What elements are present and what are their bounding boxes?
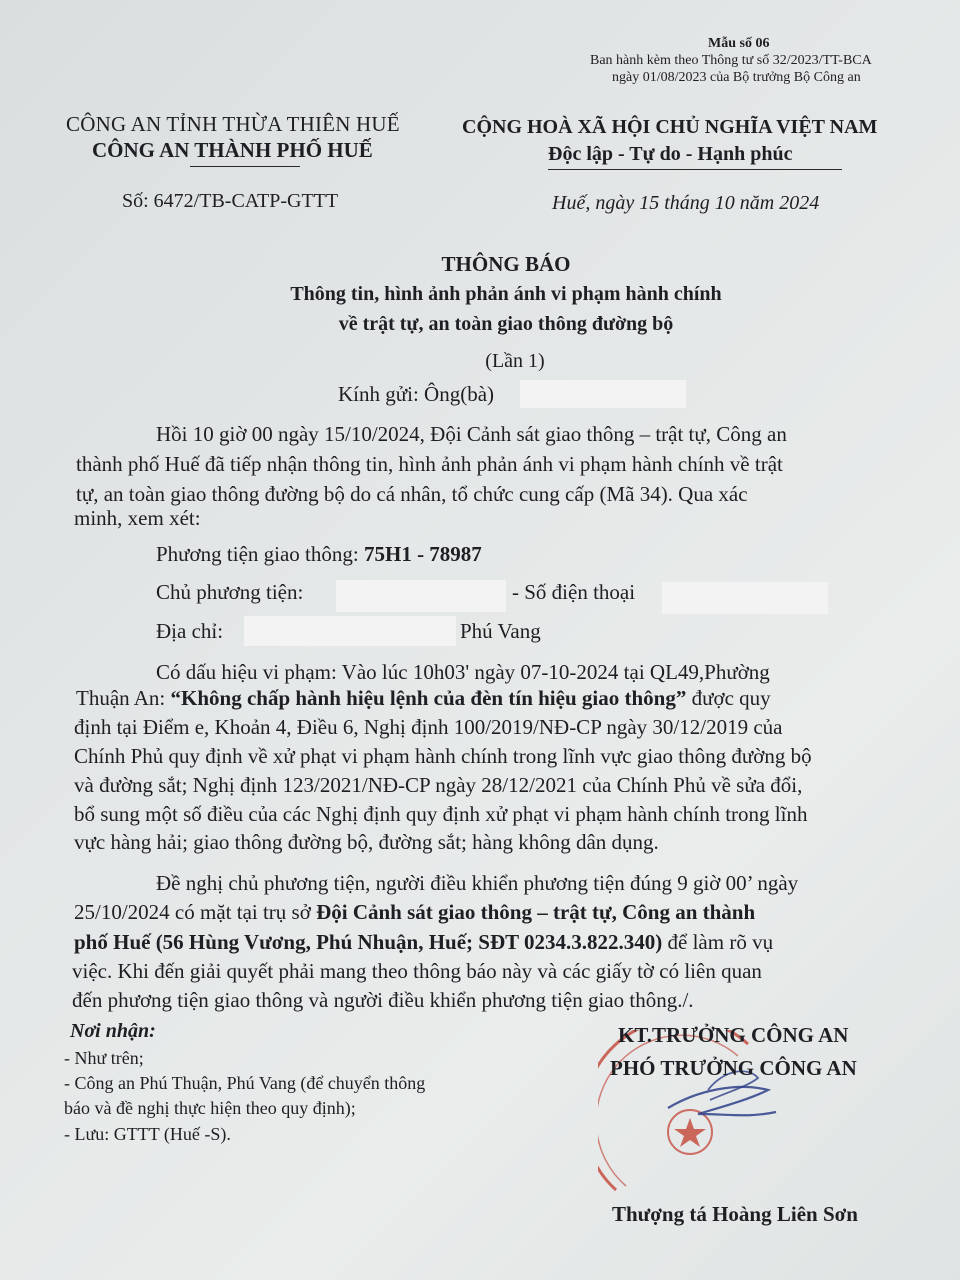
violation-tail: được quy	[686, 686, 771, 710]
national-title: CỘNG HOÀ XÃ HỘI CHỦ NGHĨA VIỆT NAM	[462, 116, 878, 138]
document-subtitle-line1: Thông tin, hình ảnh phản ánh vi phạm hành chính	[290, 283, 722, 305]
address-tail: Phú Vang	[460, 619, 541, 643]
intro-line: Hồi 10 giờ 00 ngày 15/10/2024, Đội Cảnh sát giao thông – trật tự, Công an	[156, 422, 787, 446]
violation-line	[76, 686, 771, 711]
redacted-recipient-name	[520, 380, 686, 408]
request-purpose: để làm rõ vụ	[662, 930, 774, 954]
form-reference-line1: Ban hành kèm theo Thông tư số 32/2023/TT-BCA	[590, 53, 872, 68]
address-label: Địa chỉ:	[156, 619, 224, 643]
violation-line: định tại Điểm e, Khoản 4, Điều 6, Nghị định 100/2019/NĐ-CP ngày 30/12/2019 của	[74, 715, 783, 739]
recipient-label: Kính gửi: Ông(bà)	[338, 382, 495, 406]
request-office-address: phố Huế (56 Hùng Vương, Phú Nhuận, Huế; SĐT 0234.3.822.340)	[74, 930, 663, 954]
request-office: Đội Cảnh sát giao thông – trật tự, Công an thành	[316, 900, 756, 924]
document-subtitle-line2: về trật tự, an toàn giao thông đường bộ	[338, 313, 674, 335]
document-title: THÔNG BÁO	[441, 252, 571, 276]
national-motto: Độc lập - Tự do - Hạnh phúc	[548, 143, 793, 165]
violation-line: bổ sung một số điều của các Nghị định quy định xử phạt vi phạm hành chính trong lĩnh	[74, 802, 808, 826]
recipients-item: - Lưu: GTTT (Huế -S).	[64, 1124, 231, 1144]
recipients-title: Nơi nhận:	[70, 1020, 156, 1042]
request-line	[74, 930, 773, 955]
agency-name: CÔNG AN THÀNH PHỐ HUẾ	[92, 138, 373, 162]
notice-iteration: (Lần 1)	[485, 350, 545, 372]
request-line	[74, 900, 755, 925]
signer-name: Thượng tá Hoàng Liên Sơn	[612, 1202, 858, 1226]
recipients-item: - Như trên;	[64, 1048, 144, 1068]
violation-line: và đường sắt; Nghị định 123/2021/NĐ-CP ngày 28/12/2021 của Chính Phủ về sửa đổi,	[74, 773, 803, 797]
request-line: Đề nghị chủ phương tiện, người điều khiển phương tiện đúng 9 giờ 00’ ngày	[156, 871, 799, 895]
intro-line: tự, an toàn giao thông đường bộ do cá nhân, tổ chức cung cấp (Mã 34). Qua xác	[76, 482, 748, 506]
redacted-address	[244, 616, 456, 646]
redacted-owner-name	[336, 580, 506, 612]
owner-label: Chủ phương tiện:	[156, 580, 304, 604]
violation-name: “Không chấp hành hiệu lệnh của đèn tín hiệu giao thông”	[170, 686, 687, 710]
signatory-title-line2: PHÓ TRƯỞNG CÔNG AN	[610, 1056, 857, 1080]
phone-label: - Số điện thoại	[512, 580, 636, 604]
violation-location: Thuận An:	[76, 686, 171, 710]
redacted-phone-number	[662, 582, 828, 614]
form-reference-line2: ngày 01/08/2023 của Bộ trưởng Bộ Công an	[612, 70, 861, 85]
recipients-item: báo và đề nghị thực hiện theo quy định);	[64, 1098, 356, 1118]
intro-line: minh, xem xét:	[74, 506, 201, 530]
intro-line: thành phố Huế đã tiếp nhận thông tin, hình ảnh phản ánh vi phạm hành chính về trật	[76, 452, 783, 476]
license-plate: 75H1 - 78987	[363, 542, 482, 566]
recipients-item: - Công an Phú Thuận, Phú Vang (để chuyển thông	[64, 1073, 426, 1093]
violation-line: Có dấu hiệu vi phạm: Vào lúc 10h03' ngày 07-10-2024 tại QL49,Phường	[156, 660, 770, 684]
form-number: Mẫu số 06	[708, 36, 770, 51]
violation-line: Chính Phủ quy định về xử phạt vi phạm hành chính trong lĩnh vực giao thông đường bộ	[74, 744, 812, 768]
place-date: Huế, ngày 15 tháng 10 năm 2024	[552, 192, 820, 214]
signatory-title-line1: KT.TRƯỞNG CÔNG AN	[618, 1023, 849, 1047]
request-line: đến phương tiện giao thông và người điều khiển phương tiện giao thông./.	[72, 988, 694, 1012]
request-date: 25/10/2024 có mặt tại trụ sở	[74, 900, 317, 924]
motto-underline	[548, 169, 842, 170]
violation-line: vực hàng hải; giao thông đường bộ, đường sắt; hàng không dân dụng.	[74, 830, 659, 854]
request-line: việc. Khi đến giải quyết phải mang theo thông báo này và các giấy tờ có liên quan	[72, 959, 762, 983]
document-number: Số: 6472/TB-CATP-GTTT	[122, 190, 339, 212]
vehicle-label-text: Phương tiện giao thông:	[156, 542, 359, 566]
agency-underline	[190, 166, 300, 167]
agency-parent: CÔNG AN TỈNH THỪA THIÊN HUẾ	[66, 112, 400, 136]
vehicle-label	[156, 542, 482, 567]
